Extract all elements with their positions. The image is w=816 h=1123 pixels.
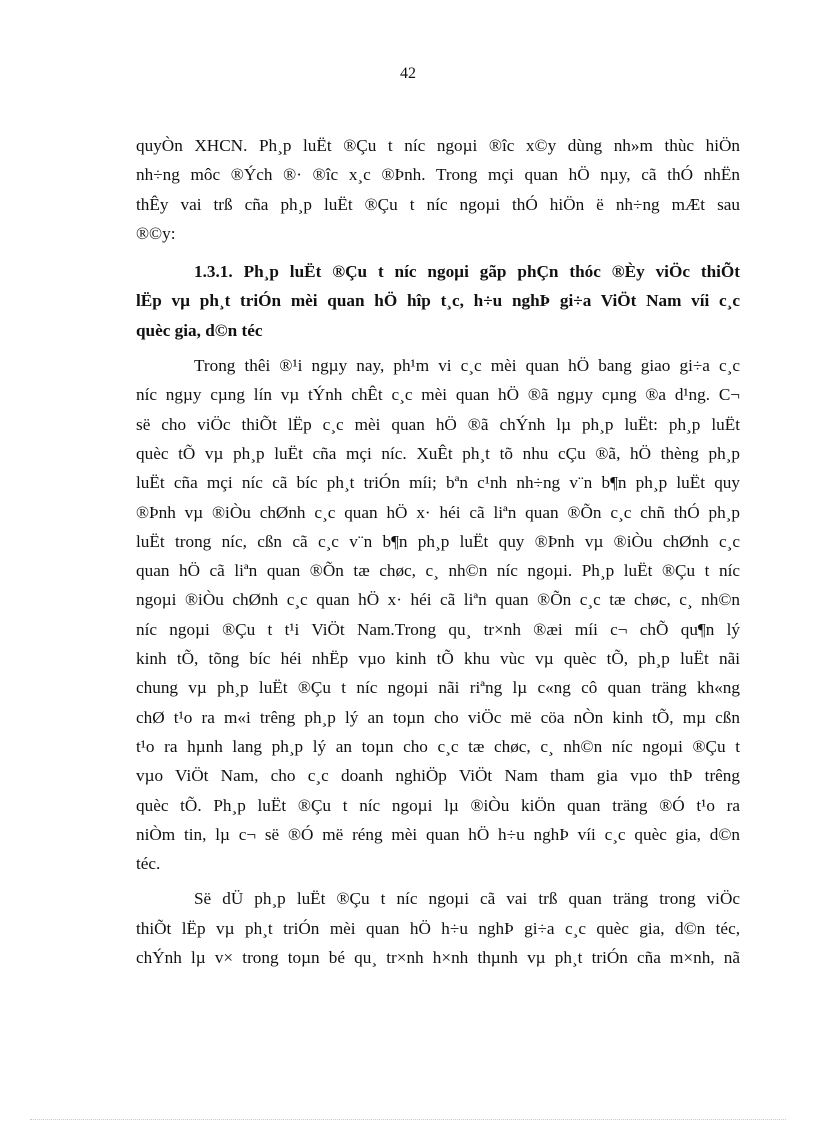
text-line: quyÒn XHCN. Ph¸p luËt ®Çu t níc ngoµi ®îc x©y dùng nh»m thùc hiÖn <box>136 136 740 155</box>
paragraph-2 <box>136 351 740 878</box>
text-line: chØ t¹o ra m«i trêng ph¸p lý an toµn cho viÖc më cöa nÒn kinh tÕ, mµ cßn <box>136 707 740 727</box>
text-line: ®Þnh vµ ®iÒu chØnh c¸c quan hÖ x· héi cã liªn quan ®Õn c¸c chñ thÓ ph¸p <box>136 502 740 522</box>
text-line: së cho viÖc thiÕt lËp c¸c mèi quan hÖ ®ã chÝnh lµ ph¸p luËt: ph¸p luËt <box>136 414 740 434</box>
text-line: vµo ViÖt Nam, cho c¸c doanh nghiÖp ViÖt Nam tham gia vµo thÞ trêng <box>136 766 740 786</box>
paragraph-1 <box>136 131 740 248</box>
text-line: quan hÖ cã liªn quan ®Õn tæ chøc, c¸ nh©n níc ngoµi. Ph¸p luËt ®Çu t níc <box>136 561 740 581</box>
text-line: téc. <box>136 854 161 874</box>
text-line: Trong thêi ®¹i ngµy nay, ph¹m vi c¸c mèi quan hÖ bang giao gi÷a c¸c <box>194 356 740 376</box>
paragraph-3 <box>136 884 740 972</box>
heading-line: lËp vµ ph¸t triÓn mèi quan hÖ hîp t¸c, h÷u nghÞ gi÷a ViÖt Nam víi c¸c <box>136 291 740 311</box>
text-line: thiÕt lËp vµ ph¸t triÓn mèi quan hÖ h÷u nghÞ gi÷a c¸c quèc gia, d©n téc, <box>136 918 740 938</box>
text-line: luËt trong níc, cßn cã c¸c v¨n b¶n ph¸p luËt quy ®Þnh vµ ®iÒu chØnh c¸c <box>136 531 740 551</box>
page-number: 42 <box>400 65 416 82</box>
text-line: ®©y: <box>136 223 176 243</box>
text-line: t¹o ra hµnh lang ph¸p lý an toµn cho c¸c tæ chøc, c¸ nh©n níc ngoµi ®Çu t <box>136 736 740 756</box>
text-line: níc ngµy cµng lín vµ tÝnh chÊt c¸c mèi quan hÖ ®ã ngµy cµng ®a d¹ng. C¬ <box>136 385 740 405</box>
text-line: quèc tÕ vµ ph¸p luËt cña mçi níc. XuÊt ph¸t tõ nhu cÇu ®ã, hÖ thèng ph¸p <box>136 443 740 463</box>
text-line: chung vµ ph¸p luËt ®Çu t níc ngoµi nãi riªng lµ c«ng cô quan träng kh«ng <box>136 678 740 698</box>
page-bottom-divider <box>30 1119 786 1120</box>
text-line: nh÷ng môc ®Ých ®· ®îc x¸c ®Þnh. Trong mçi quan hÖ nµy, cã thÓ nhËn <box>136 165 740 185</box>
text-line: niÒm tin, lµ c¬ së ®Ó më réng mèi quan hÖ h÷u nghÞ víi c¸c quèc gia, d©n <box>136 824 740 844</box>
heading-line: quèc gia, d©n téc <box>136 320 263 340</box>
text-line: ngoµi ®iÒu chØnh c¸c quan hÖ x· héi cã liªn quan ®Õn c¸c tæ chøc, c¸ nh©n <box>136 590 740 610</box>
text-line: kinh tÕ, tõng bíc héi nhËp vµo kinh tÕ khu vùc vµ quèc tÕ, ph¸p luËt nãi <box>136 649 740 669</box>
text-line: quèc tÕ. Ph¸p luËt ®Çu t níc ngoµi lµ ®iÒu kiÖn quan träng ®Ó t¹o ra <box>136 795 740 815</box>
text-line: níc ngoµi ®Çu t t¹i ViÖt Nam.Trong qu¸ tr×nh ®æi míi c¬ chÕ qu¶n lý <box>136 619 740 639</box>
text-line: chÝnh lµ v× trong toµn bé qu¸ tr×nh h×nh thµnh vµ ph¸t triÓn cña m×nh, nã <box>136 948 740 968</box>
text-line: Së dÜ ph¸p luËt ®Çu t níc ngoµi cã vai trß quan träng trong viÖc <box>194 889 740 909</box>
text-line: thÊy vai trß cña ph¸p luËt ®Çu t níc ngoµi thÓ hiÖn ë nh÷ng mÆt sau <box>136 194 740 214</box>
heading-line: 1.3.1. Ph¸p luËt ®Çu t níc ngoµi gãp phÇn thóc ®Èy viÖc thiÕt <box>194 262 740 282</box>
text-line: luËt cña mçi níc cã bíc ph¸t triÓn míi; bªn c¹nh nh÷ng v¨n b¶n ph¸p luËt quy <box>136 473 740 493</box>
section-heading-1-3-1 <box>136 257 740 345</box>
page-content <box>136 131 740 972</box>
